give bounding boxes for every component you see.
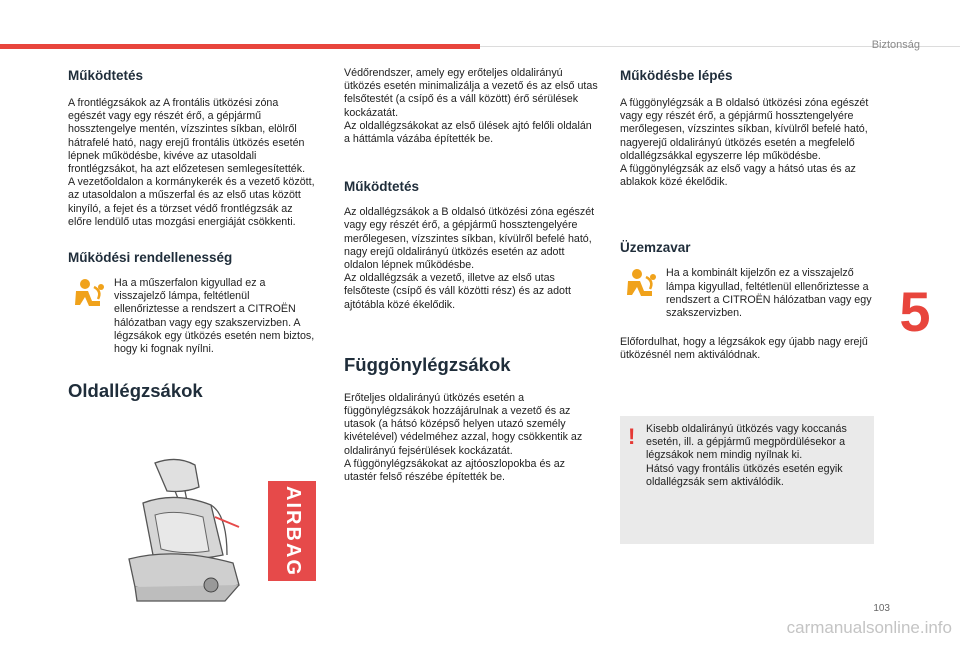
text-side-intro: Védőrendszer, amely egy erőteljes oldalirányú ütközés esetén minimalizálja a vezető és az első utas felsőtestét (a csípő és a váll között) érő sérülések kockázatát. Az oldallégzsákokat az első ülések ajtó felőli oldalán a háttámla vázába építették be. — [344, 67, 598, 146]
fault-warning-block — [68, 277, 316, 356]
heading-side-airbags: Oldallégzsákok — [68, 380, 203, 402]
text-curtain: Erőteljes oldalirányú ütközés esetén a függönylégzsákok hozzájárulnak a vezető és az utasok (a hátsó középső helyen utazó személy kivételével) védelméhez azzal, hogy csökkentik az oldalirányú fejsérülések kockázatát. A függönylégzsákokat az ajtóoszlopokba és az utastér felső részébe építették be. — [344, 391, 583, 484]
text-fault: Ha a műszerfalon kigyullad ez a visszajelző lámpa, feltétlenül ellenőriztesse a rendszert a CITROËN hálózatban vagy egy szakszervizben. A légzsákok egy ütközés esetén nem biztos, hogy ki fognak nyílni. — [114, 277, 315, 356]
text-activation: A függönylégzsák a B oldalsó ütközési zóna egészét vagy egy részét érő, a gépjármű hossztengelyére merőlegesen, vízszintes síkban, kívülről befelé ható, nagyerejű oldalirányú ütközés esetén a megfelelő oldallégzsákkal egyszerre lép működésbe. A függönylégzsák az első vagy a hátsó utas és az ablakok közé ékelődik. — [620, 97, 869, 189]
column-right — [620, 67, 876, 363]
heading-fault: Működési rendellenesség — [68, 250, 233, 266]
airbag-warning-lamp-icon — [68, 277, 114, 313]
heading-operation-side: Működtetés — [344, 179, 420, 195]
watermark: carmanualsonline.info — [786, 618, 952, 637]
airbag-label — [268, 481, 316, 581]
alert-box — [620, 416, 874, 544]
heading-activation: Működésbe lépés — [620, 68, 733, 83]
section-title: Biztonság — [871, 39, 920, 51]
header-accent-bar — [0, 44, 480, 49]
heading-malfunction: Üzemzavar — [620, 240, 691, 256]
text-malfunction: Ha a kombinált kijelzőn ez a visszajelző lámpa kigyullad, feltétlenül ellenőriztesse a rendszert a CITROËN hálózatban vagy egy szakszervizben. — [666, 267, 872, 320]
text-operation-side: Az oldallégzsákok a B oldalsó ütközési zóna egészét vagy egy részét érő, a gépjármű hossztengelyére merőlegesen, vízszintes síkban, kívülről befelé ható, nagy erejű oldalirányú ütközés esetén az adott oldalon lépnek működésbe. Az oldallégzsák a vezető, illetve az első utas felsőteste (csípő és váll közötti rész) és az adott ajtótábla közé ékelődik. — [344, 206, 595, 311]
heading-operation: Működtetés — [68, 68, 144, 83]
text-note: Előfordulhat, hogy a légzsákok egy újabb nagy erejű ütközésnél nem aktiválódnak. — [620, 336, 868, 362]
chapter-number: 5 — [899, 280, 931, 343]
heading-curtain-airbags: Függönylégzsákok — [344, 353, 511, 375]
airbag-warning-lamp-icon — [620, 267, 666, 303]
malfunction-warning-block — [620, 267, 876, 320]
page-number: 103 — [873, 603, 890, 614]
exclamation-icon: ! — [628, 424, 636, 449]
text-alert: Kisebb oldalirányú ütközés vagy koccanás esetén, ill. a gépjármű megpördülésekor a légzsákok nem mindig nyílnak ki. Hátsó vagy frontális ütközés esetén egyik oldallégzsák sem aktiválódik. — [646, 423, 847, 488]
text-operation: A frontlégzsákok az A frontális ütközési zóna egészét vagy egy részét érő, a gépjármű hossztengelye mentén, vízszintes síkban, elölről hátrafelé ható, nagy erejű frontális ütközés esetén lépnek működésbe, kivéve az utasoldali frontlégzsákot, ha azt előzetesen semlegesítették. A vezetőoldalon a kormánykerék és a vezető között, az utasoldalon a műszerfal és az első utas között kinyíló, a fejet és a törzset védő frontlégzsák az előre lendülő utas mozgási energiáját csökkenti. — [68, 97, 315, 228]
column-middle — [344, 67, 600, 484]
airbag-label-text: AIRBAG — [281, 485, 304, 577]
column-left — [68, 67, 316, 402]
seat-illustration — [115, 455, 245, 605]
